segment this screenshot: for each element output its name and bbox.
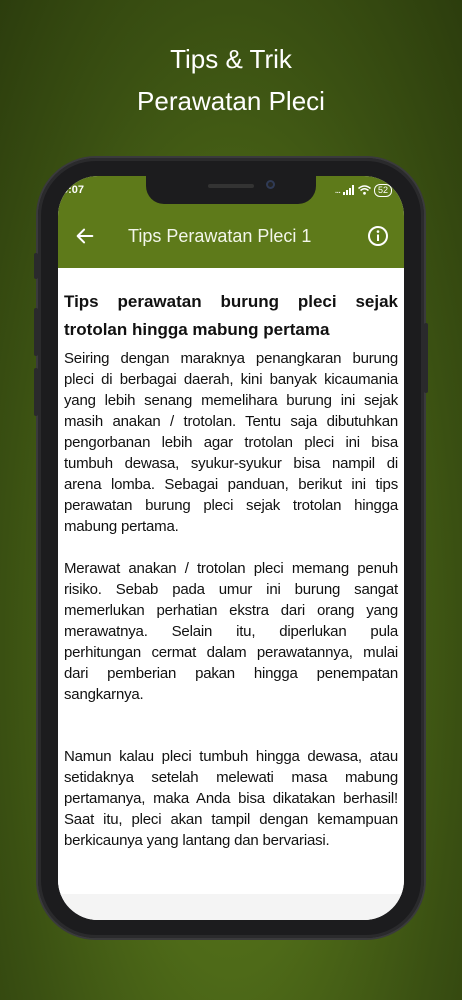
article-heading: Tips perawatan burung pleci sejak trotolan hingga mabung pertama bbox=[64, 292, 398, 339]
status-dots: ... bbox=[334, 184, 340, 196]
promo-title-line1: Tips & Trik bbox=[170, 44, 292, 74]
phone-power-button bbox=[424, 323, 428, 393]
battery-level: 52 bbox=[377, 184, 388, 195]
info-circle-icon[interactable] bbox=[366, 224, 390, 248]
article-paragraph-2: Merawat anakan / trotolan pleci memang penuh risiko. Sebab pada umur ini burung sangat memerlukan perhatian ekstra dari orang yang merawatnya. Selain itu, diperlukan pula perhitungan cermat dalam perawatannya, mulai dari pemberian pakan hingga penempatan sangkarnya. bbox=[64, 560, 398, 703]
app-bar bbox=[58, 206, 404, 268]
bottom-area bbox=[58, 894, 404, 920]
page-title: Tips Perawatan Pleci 1 bbox=[128, 226, 312, 246]
phone-notch bbox=[146, 176, 316, 204]
promo-title-line2: Perawatan Pleci bbox=[137, 86, 325, 116]
article-content bbox=[58, 268, 404, 895]
article-paragraph-3: Namun kalau pleci tumbuh hingga dewasa, atau setidaknya setelah melewati masa mabung pertamanya, maka Anda bisa dikatakan berhasil! Saat itu, pleci akan tampil dengan kemampuan berkicaunya yang lantang dan bervariasi. bbox=[64, 748, 398, 849]
phone-side-button bbox=[34, 253, 38, 279]
battery-icon bbox=[374, 184, 392, 197]
wifi-icon bbox=[358, 185, 371, 195]
arrow-left-icon[interactable] bbox=[74, 225, 96, 247]
promo-caption bbox=[0, 38, 462, 122]
phone-screen bbox=[58, 176, 404, 920]
signal-icon bbox=[343, 185, 355, 195]
phone-volume-down-button bbox=[34, 368, 38, 416]
speaker-grille bbox=[208, 184, 254, 188]
article-paragraph-1: Seiring dengan maraknya penangkaran burung pleci di berbagai daerah, kini banyak kicaumania yang lebih senang memelihara burung ini sejak masih anakan / trotolan. Tentu saja dibutuhkan pengorbanan lebih agar trotolan pleci ini bisa tumbuh dewasa, syukur-syukur bisa nampil di arena lomba. Sebagai panduan, berikut ini tips perawatan burung pleci sejak trotolan hingga mabung pertama. bbox=[64, 350, 398, 535]
phone-frame bbox=[38, 158, 424, 938]
front-camera bbox=[266, 180, 275, 189]
phone-volume-up-button bbox=[34, 308, 38, 356]
status-icons bbox=[335, 183, 392, 197]
status-time: 9:07 bbox=[62, 184, 85, 196]
